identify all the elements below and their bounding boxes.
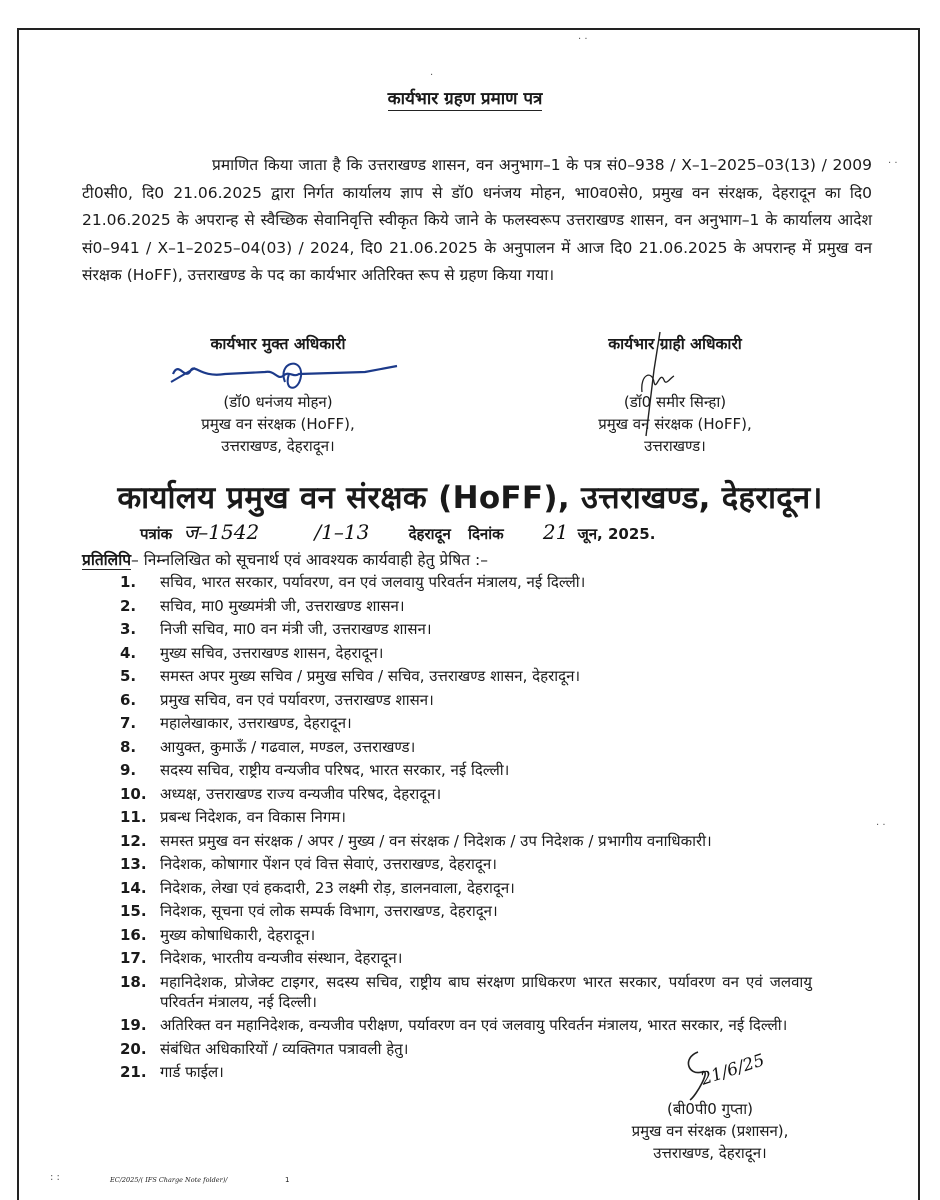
scan-speck: · · [888,158,898,169]
bottom-signatory-location: उत्तराखण्ड, देहरादून। [653,1144,767,1162]
list-item-number: 3. [120,620,137,638]
list-item [112,854,812,874]
list-item-text: सचिव, मा0 मुख्यमंत्री जी, उत्तराखण्ड शासन। [160,596,405,615]
list-item-number: 16. [120,925,147,944]
relieving-officer-designation: प्रमुख वन संरक्षक (HoFF), [201,415,355,433]
list-item-text: निदेशक, सूचना एवं लोक सम्पर्क विभाग, उत्तराखण्ड, देहरादून। [160,902,498,920]
list-item-number: 7. [120,714,137,732]
list-item-text: निजी सचिव, मा0 वन मंत्री जी, उत्तराखण्ड शासन। [160,620,432,638]
list-item [112,596,812,616]
list-item [112,925,812,945]
list-item-text: महानिदेशक, प्रोजेक्ट टाइगर, सदस्य सचिव, राष्ट्रीय बाघ संरक्षण प्राधिकरण भारत सरकार, पर्यावरण वन एवं जलवायु परिवर्तन मंत्रालय, नई दिल्ली। [160,972,812,1011]
list-item-text: प्रमुख सचिव, वन एवं पर्यावरण, उत्तराखण्ड शासन। [160,690,434,709]
footer-page-number: 1 [285,1176,290,1184]
list-item-number: 12. [120,831,147,850]
list-item-number: 9. [120,761,137,779]
list-item-text: सदस्य सचिव, राष्ट्रीय वन्यजीव परिषद, भारत सरकार, नई दिल्ली। [160,761,510,779]
scan-speck: · [430,70,434,81]
bottom-signature-date: 21/6/25 [698,1050,768,1090]
list-item-number: 11. [120,808,147,826]
list-item [112,972,812,1012]
list-item [112,690,812,710]
date-day-handwritten: 21 [542,520,569,544]
scan-speck: · · [578,34,588,45]
list-item [112,619,812,639]
list-item [112,948,812,968]
list-item-number: 2. [120,596,137,615]
receiving-officer-signature [630,330,710,440]
list-item-text: संबंधित अधिकारियों / व्यक्तिगत पत्रावली हेतु। [160,1039,409,1058]
list-item [112,901,812,921]
patrank-handwritten: ज–1542 [183,520,260,544]
receiving-officer-location: उत्तराखण्ड। [644,437,706,455]
list-item-number: 18. [120,972,147,991]
list-item-number: 8. [120,737,137,756]
receiving-officer-designation: प्रमुख वन संरक्षक (HoFF), [598,415,752,433]
list-item [112,878,812,898]
list-item-text: मुख्य कोषाधिकारी, देहरादून। [160,925,316,944]
footer-reference: EC/2025/( IFS Charge Note folder)/ [110,1176,228,1184]
receiving-officer-name: (डॉ0 समीर सिन्हा) [623,393,727,411]
list-item-text: आयुक्त, कुमाऊँ / गढवाल, मण्डल, उत्तराखण्ड। [160,737,416,756]
copy-to-text: – निम्नलिखित को सूचनार्थ एवं आवश्यक कार्यवाही हेतु प्रेषित :– [131,551,488,569]
list-item-text: महालेखाकार, उत्तराखण्ड, देहरादून। [160,714,352,732]
list-item [112,572,812,592]
list-item [112,760,812,780]
bottom-signatory-name: (बी0पी0 गुप्ता) [667,1100,753,1118]
file-number-handwritten: /1–13 [314,520,370,544]
list-item-text: सचिव, भारत सरकार, पर्यावरण, वन एवं जलवायु परिवर्तन मंत्रालय, नई दिल्ली। [160,573,586,591]
relieving-officer-location: उत्तराखण्ड, देहरादून। [221,437,335,455]
list-item-text: मुख्य सचिव, उत्तराखण्ड शासन, देहरादून। [160,643,384,662]
bottom-signatory-designation: प्रमुख वन संरक्षक (प्रशासन), [631,1122,789,1140]
list-item [112,807,812,827]
list-item-text: समस्त प्रमुख वन संरक्षक / अपर / मुख्य / वन संरक्षक / निदेशक / उप निदेशक / प्रभागीय वनाधिकारी। [160,831,712,850]
copy-to-label: प्रतिलिपि [82,551,132,569]
bottom-signatory-block [590,1098,830,1164]
list-item [112,713,812,733]
list-item-number: 14. [120,878,147,897]
list-item-text: प्रबन्ध निदेशक, वन विकास निगम। [160,808,346,826]
list-item-number: 4. [120,643,137,662]
relieving-officer-heading: कार्यभार मुक्त अधिकारी [210,335,346,353]
receiving-officer-heading: कार्यभार ग्राही अधिकारी [608,335,742,353]
list-item [112,737,812,757]
recipient-list [112,572,812,1086]
list-item-text: अतिरिक्त वन महानिदेशक, वन्यजीव परीक्षण, पर्यावरण वन एवं जलवायु परिवर्तन मंत्रालय, भारत सरकार, नई दिल्ली। [160,1016,788,1034]
certificate-paragraph: प्रमाणित किया जाता है कि उत्तराखण्ड शासन, वन अनुभाग–1 के पत्र सं0–938 / X–1–2025–03(13) / 2009 टी0सी0, दि0 21.06.2025 द्वारा निर्गत कार्यालय ज्ञाप से डॉ0 धनंजय मोहन, भा0व0से0, प्रमुख वन संरक्षक, देहरादून का दि0 21.06.2025 के अपरान्ह से स्वैच्छिक सेवानिवृत्ति स्वीकृत किये जाने के फलस्वरूप उत्तराखण्ड शासन, वन अनुभाग–1 के कार्यालय आदेश सं0–941 / X–1–2025–04(03) / 2024, दि0 21.06.2025 के अनुपालन में आज दि0 21.06.2025 के अपरान्ह में प्रमुख वन संरक्षक (HoFF), उत्तराखण्ड के पद का कार्यभार अतिरिक्त रूप से ग्रहण किया गया। [82,156,872,284]
list-item [112,1015,812,1035]
list-item-number: 1. [120,573,137,591]
list-item-number: 15. [120,902,147,920]
list-item-number: 13. [120,855,147,873]
relieving-officer-signature [165,352,405,400]
list-item-text: निदेशक, कोषागार पेंशन एवं वित्त सेवाएं, उत्तराखण्ड, देहरादून। [160,855,497,873]
list-item-number: 6. [120,690,137,709]
copy-to-line [82,548,488,570]
scan-speck: : : [50,1172,60,1183]
list-item-number: 10. [120,784,147,803]
reference-line [140,518,655,545]
relieving-officer-name: (डॉ0 धनंजय मोहन) [223,393,333,411]
list-item-text: समस्त अपर मुख्य सचिव / प्रमुख सचिव / सचिव, उत्तराखण्ड शासन, देहरादून। [160,667,581,685]
list-item-text: निदेशक, भारतीय वन्यजीव संस्थान, देहरादून। [160,949,403,967]
list-item-number: 19. [120,1016,147,1034]
scan-speck: · · [876,820,886,831]
date-label: दिनांक [468,525,504,543]
page-title: कार्यभार ग्रहण प्रमाण पत्र [387,89,543,109]
office-heading: कार्यालय प्रमुख वन संरक्षक (HoFF), उत्तराखण्ड, देहरादून। [117,480,823,516]
reference-place: देहरादून [408,525,451,543]
list-item-text: अध्यक्ष, उत्तराखण्ड राज्य वन्यजीव परिषद, देहरादून। [160,784,442,803]
list-item-text: गार्ड फाईल। [160,1063,224,1081]
date-month-year: जून, 2025. [577,525,656,543]
list-item [112,666,812,686]
list-item-number: 5. [120,667,137,685]
list-item [112,784,812,804]
list-item-number: 20. [120,1039,147,1058]
list-item-text: निदेशक, लेखा एवं हकदारी, 23 लक्ष्मी रोड़, डालनवाला, देहरादून। [160,878,515,897]
list-item [112,643,812,663]
list-item [112,831,812,851]
list-item-number: 17. [120,949,147,967]
list-item-number: 21. [120,1063,147,1081]
patrank-label: पत्रांक [140,525,173,543]
